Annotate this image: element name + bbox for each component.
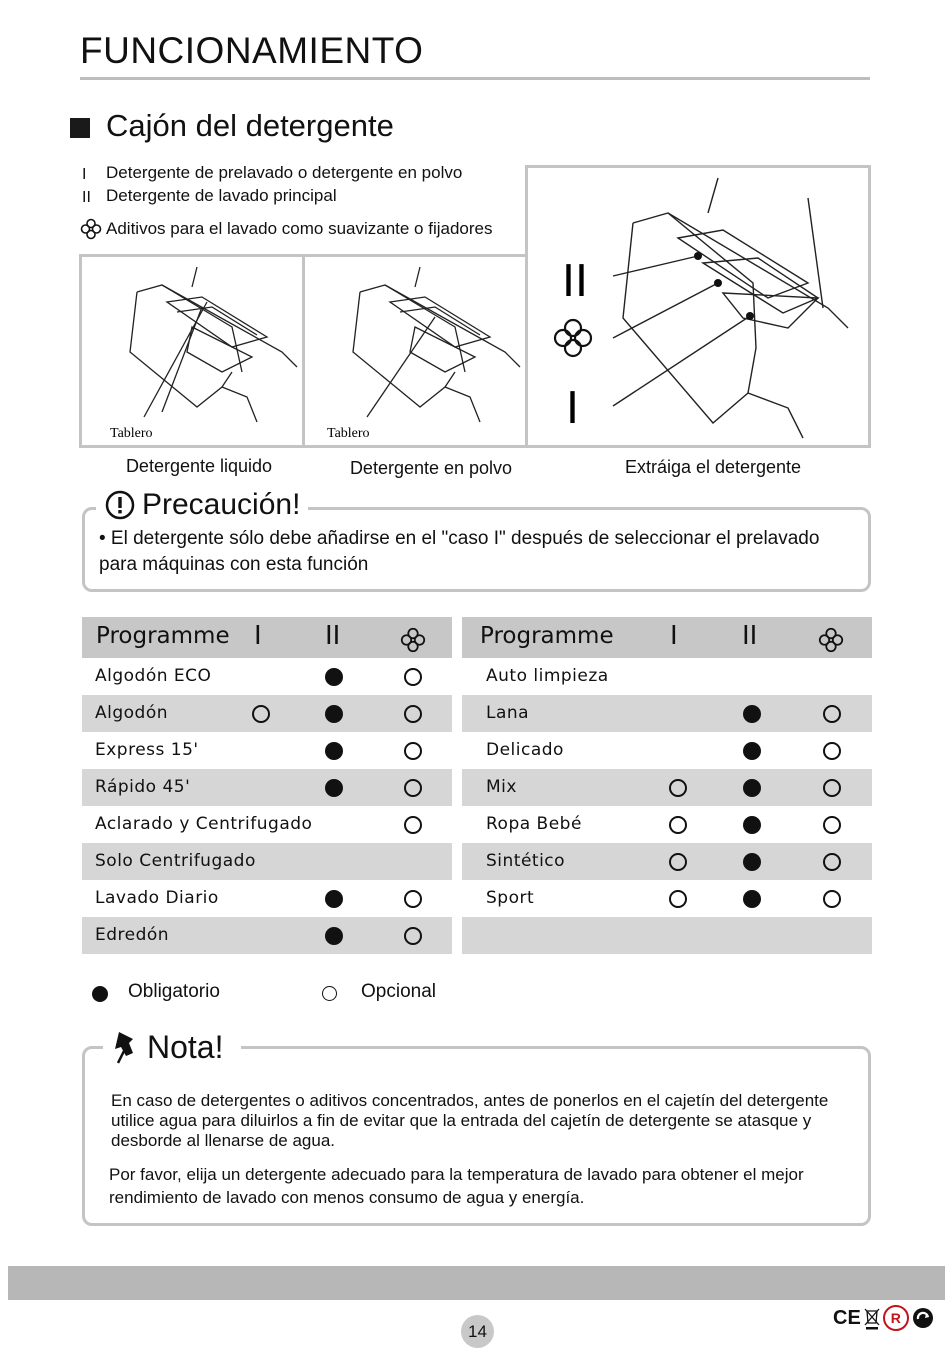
note-title: Nota! bbox=[147, 1028, 224, 1065]
optional-circle-icon bbox=[669, 853, 687, 871]
drawer-large-illustration bbox=[528, 168, 868, 445]
mandatory-dot-icon bbox=[325, 890, 343, 908]
figure-powder-detergent bbox=[302, 254, 528, 448]
table-row bbox=[462, 806, 872, 843]
optional-circle-icon bbox=[404, 705, 422, 723]
flower-icon bbox=[80, 218, 102, 240]
mandatory-dot-icon bbox=[325, 668, 343, 686]
programme-name: Lavado Diario bbox=[95, 888, 219, 908]
footer-bar bbox=[8, 1266, 945, 1300]
table-row bbox=[462, 732, 872, 769]
table-header bbox=[82, 617, 452, 658]
caption-liquid: Detergente liquido bbox=[125, 456, 273, 476]
table-row bbox=[462, 695, 872, 732]
section-title: Cajón del detergente bbox=[106, 108, 394, 143]
programme-name: Ropa Bebé bbox=[486, 814, 582, 834]
pushpin-icon bbox=[111, 1029, 141, 1065]
legend-text-additives: Aditivos para el lavado como suavizante o fijadores bbox=[106, 219, 493, 238]
flower-icon bbox=[400, 627, 426, 653]
table-row bbox=[462, 769, 872, 806]
table-row bbox=[82, 917, 452, 954]
table-row bbox=[462, 843, 872, 880]
warning-icon bbox=[104, 489, 136, 521]
programme-table-right bbox=[462, 617, 872, 954]
note-heading bbox=[103, 1025, 241, 1069]
optional-circle-icon bbox=[404, 890, 422, 908]
programme-name: Lana bbox=[486, 703, 530, 723]
optional-label: Opcional bbox=[361, 981, 436, 1002]
header-col-ii: II bbox=[742, 621, 758, 651]
ce-mark: CE bbox=[833, 1306, 861, 1329]
legend-symbol-i: I bbox=[82, 166, 87, 183]
label-ii: II bbox=[562, 256, 588, 307]
mandatory-dot-icon bbox=[325, 742, 343, 760]
note-paragraph-1: En caso de detergentes o aditivos concentrados, antes de ponerlos en el cajetín del detergente utilice agua para diluirlos a fin de evitar que la entrada del cajetín de detergente se atasque y desborde al llenarse de agua. bbox=[111, 1091, 829, 1150]
programme-name: Algodón bbox=[95, 703, 169, 723]
mandatory-dot-icon bbox=[743, 742, 761, 760]
header-programme: Programme bbox=[96, 623, 230, 649]
programme-name: Sintético bbox=[486, 851, 566, 871]
programme-name: Solo Centrifugado bbox=[95, 851, 256, 871]
table-row bbox=[82, 843, 452, 880]
programme-name: Sport bbox=[486, 888, 535, 908]
flower-icon bbox=[818, 627, 844, 653]
header-programme: Programme bbox=[480, 623, 614, 649]
caution-heading bbox=[96, 486, 308, 524]
optional-circle-icon bbox=[252, 705, 270, 723]
optional-circle-icon bbox=[404, 742, 422, 760]
programme-name: Mix bbox=[486, 777, 517, 797]
mandatory-dot-icon bbox=[743, 816, 761, 834]
weee-bin-icon bbox=[863, 1306, 881, 1330]
optional-circle-icon bbox=[669, 890, 687, 908]
table-row bbox=[82, 732, 452, 769]
tablero-label: Tablero bbox=[110, 426, 153, 441]
section-bullet-icon bbox=[70, 118, 90, 138]
optional-circle-icon bbox=[823, 816, 841, 834]
figure-extract-detergent bbox=[525, 165, 871, 448]
optional-circle-icon bbox=[404, 668, 422, 686]
table-row bbox=[462, 658, 872, 695]
legend-text-i: Detergente de prelavado o detergente en polvo bbox=[106, 163, 463, 182]
optional-circle-icon bbox=[823, 853, 841, 871]
caution-text: • El detergente sólo debe añadirse en el "caso I" después de seleccionar el prelavado para máquinas con esta función bbox=[99, 528, 820, 575]
certification-marks bbox=[833, 1305, 935, 1331]
header-col-i: I bbox=[254, 621, 262, 651]
programme-name: Rápido 45' bbox=[95, 777, 191, 797]
legend-symbol-ii: II bbox=[82, 189, 91, 206]
optional-circle-icon bbox=[322, 986, 337, 1001]
label-i: I bbox=[566, 383, 579, 434]
figure-liquid-detergent bbox=[79, 254, 305, 448]
page-number: 14 bbox=[461, 1315, 494, 1348]
programme-name: Algodón ECO bbox=[95, 666, 212, 686]
programme-name: Express 15' bbox=[95, 740, 199, 760]
mandatory-dot-icon bbox=[325, 779, 343, 797]
optional-circle-icon bbox=[404, 816, 422, 834]
table-row bbox=[82, 658, 452, 695]
table-row bbox=[82, 695, 452, 732]
optional-circle-icon bbox=[404, 927, 422, 945]
mandatory-dot-icon bbox=[92, 986, 108, 1002]
note-box bbox=[82, 1046, 871, 1226]
table-row bbox=[82, 880, 452, 917]
table-header bbox=[462, 617, 872, 658]
legend-text-ii: Detergente de lavado principal bbox=[106, 186, 337, 205]
programme-name: Edredón bbox=[95, 925, 170, 945]
header-col-i: I bbox=[670, 621, 678, 651]
drawer-illustration bbox=[305, 257, 525, 445]
optional-circle-icon bbox=[823, 742, 841, 760]
table-row bbox=[462, 917, 872, 954]
mandatory-dot-icon bbox=[325, 705, 343, 723]
programme-name: Aclarado y Centrifugado bbox=[95, 814, 313, 834]
caution-title: Precaución! bbox=[142, 488, 301, 521]
mandatory-dot-icon bbox=[743, 779, 761, 797]
flower-icon bbox=[555, 320, 591, 356]
mandatory-dot-icon bbox=[325, 927, 343, 945]
programme-name: Delicado bbox=[486, 740, 564, 760]
table-row bbox=[82, 806, 452, 843]
note-paragraph-2: Por favor, elija un detergente adecuado para la temperatura de lavado para obtener el mejor rendimiento de lavado con menos consumo de agua y energía. bbox=[109, 1165, 804, 1207]
mandatory-label: Obligatorio bbox=[128, 981, 220, 1002]
recycle-icon bbox=[911, 1306, 935, 1330]
page-title: FUNCIONAMIENTO bbox=[80, 30, 424, 71]
optional-circle-icon bbox=[669, 816, 687, 834]
r-mark-icon: R bbox=[883, 1305, 909, 1331]
header-col-ii: II bbox=[325, 621, 341, 651]
optional-circle-icon bbox=[404, 779, 422, 797]
title-divider bbox=[80, 77, 870, 80]
mandatory-dot-icon bbox=[743, 890, 761, 908]
optional-circle-icon bbox=[823, 779, 841, 797]
table-row bbox=[462, 880, 872, 917]
table-row bbox=[82, 769, 452, 806]
programme-name: Auto limpieza bbox=[486, 666, 609, 686]
optional-circle-icon bbox=[669, 779, 687, 797]
drawer-illustration bbox=[82, 257, 302, 445]
optional-circle-icon bbox=[823, 705, 841, 723]
mandatory-dot-icon bbox=[743, 853, 761, 871]
mandatory-dot-icon bbox=[743, 705, 761, 723]
optional-circle-icon bbox=[823, 890, 841, 908]
caption-extract: Extráiga el detergente bbox=[624, 457, 802, 477]
tablero-label: Tablero bbox=[327, 426, 370, 441]
caption-powder: Detergente en polvo bbox=[349, 458, 513, 478]
programme-table-left bbox=[82, 617, 452, 954]
